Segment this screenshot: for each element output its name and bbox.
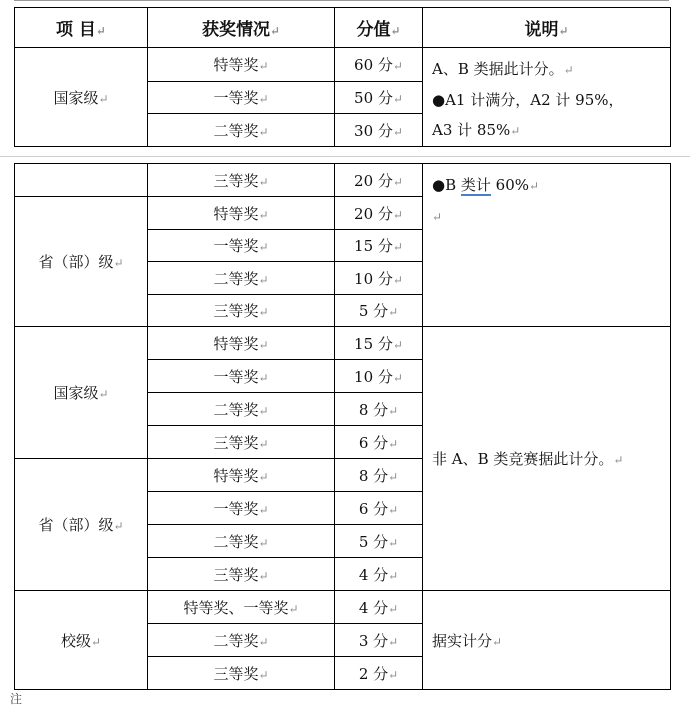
score-cell: 5 分↵ (335, 295, 423, 327)
header-award: 获奖情况↵ (148, 8, 335, 48)
award-cell: 二等奖↵ (148, 114, 335, 147)
score-cell: 4 分↵ (335, 558, 423, 591)
award-cell: 三等奖↵ (148, 295, 335, 327)
award-cell: 三等奖↵ (148, 426, 335, 459)
award-cell: 三等奖↵ (148, 164, 335, 197)
level-cell-province-ab: 省（部）级↵ (15, 197, 148, 327)
note-line: A3 计 85%↵ (432, 121, 521, 139)
note-line: ↵ (432, 210, 443, 224)
score-cell: 6 分↵ (335, 492, 423, 525)
score-cell: 3 分↵ (335, 624, 423, 657)
table-row (15, 164, 671, 197)
header-item: 项 目↵ (15, 8, 148, 48)
note-cell-ab-continued (423, 164, 671, 327)
score-cell: 2 分↵ (335, 657, 423, 690)
score-cell: 8 分↵ (335, 459, 423, 492)
level-cell-continued (15, 164, 148, 197)
page-top-rule (14, 0, 669, 1)
score-cell: 20 分↵ (335, 197, 423, 230)
score-cell: 6 分↵ (335, 426, 423, 459)
award-cell: 二等奖↵ (148, 262, 335, 295)
award-cell: 三等奖↵ (148, 558, 335, 591)
score-cell: 10 分↵ (335, 360, 423, 393)
award-cell: 特等奖↵ (148, 327, 335, 360)
table-row (15, 48, 671, 82)
award-table-page1 (14, 7, 671, 147)
header-note: 说明↵ (423, 8, 671, 48)
note-cell-school: 据实计分↵ (423, 591, 671, 690)
award-table-page2 (14, 163, 671, 690)
award-cell: 特等奖↵ (148, 197, 335, 230)
note-line: ●A1 计满分，A2 计 95%， (432, 91, 624, 109)
score-cell: 15 分↵ (335, 327, 423, 360)
score-cell: 50 分↵ (335, 81, 423, 114)
award-cell: 一等奖↵ (148, 81, 335, 114)
award-cell: 一等奖↵ (148, 230, 335, 262)
footnote-fragment: 注 (10, 692, 23, 706)
table-row (15, 327, 671, 360)
award-cell: 二等奖↵ (148, 525, 335, 558)
table-row (15, 591, 671, 624)
level-cell-province-other: 省（部）级↵ (15, 459, 148, 591)
award-cell: 三等奖↵ (148, 657, 335, 690)
level-cell-school: 校级↵ (15, 591, 148, 690)
score-cell: 5 分↵ (335, 525, 423, 558)
award-cell: 特等奖、一等奖↵ (148, 591, 335, 624)
header-score: 分值↵ (335, 8, 423, 48)
score-cell: 4 分↵ (335, 591, 423, 624)
score-cell: 30 分↵ (335, 114, 423, 147)
award-cell: 一等奖↵ (148, 492, 335, 525)
header-row (15, 8, 671, 48)
page-break-line (0, 156, 690, 157)
award-cell: 特等奖↵ (148, 459, 335, 492)
score-cell: 20 分↵ (335, 164, 423, 197)
note-line: ●B 类计 60%↵ (432, 176, 540, 194)
level-cell-national-other: 国家级↵ (15, 327, 148, 459)
score-cell: 60 分↵ (335, 48, 423, 82)
note-cell-ab (423, 48, 671, 147)
award-cell: 二等奖↵ (148, 393, 335, 426)
award-cell: 二等奖↵ (148, 624, 335, 657)
note-cell-other: 非 A、B 类竞赛据此计分。↵ (423, 327, 671, 591)
score-cell: 8 分↵ (335, 393, 423, 426)
score-cell: 10 分↵ (335, 262, 423, 295)
level-cell-national-ab: 国家级↵ (15, 48, 148, 147)
note-line: A、B 类据此计分。↵ (432, 60, 574, 78)
award-cell: 一等奖↵ (148, 360, 335, 393)
score-cell: 15 分↵ (335, 230, 423, 262)
award-cell: 特等奖↵ (148, 48, 335, 82)
